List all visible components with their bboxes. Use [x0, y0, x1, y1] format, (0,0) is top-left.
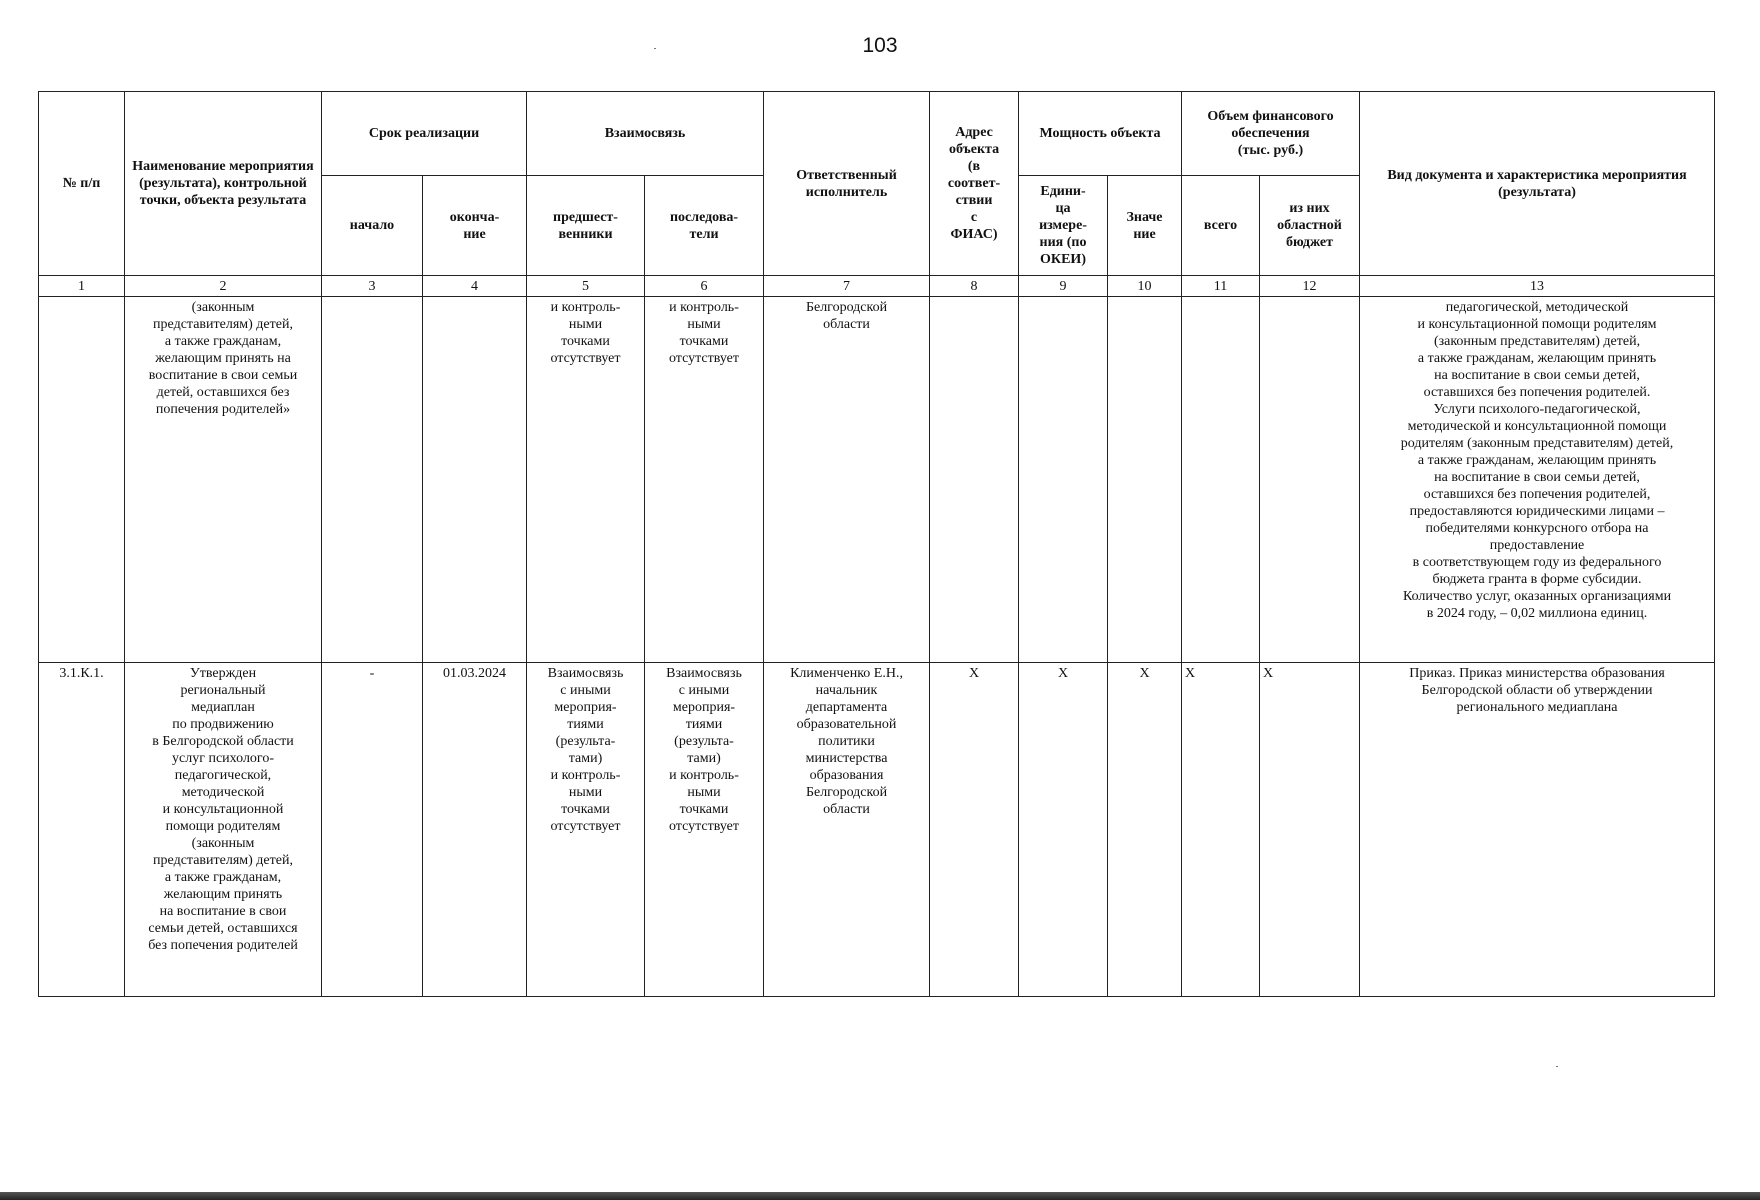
table-row [39, 663, 1715, 997]
cell-regional-budget: X [1260, 663, 1360, 997]
cell-responsible: Белгородской области [764, 297, 930, 663]
scan-speck [1556, 1066, 1558, 1067]
header-link-group: Взаимосвязь [527, 92, 764, 176]
header-start: начало [322, 176, 423, 276]
header-responsible: Ответственный исполнитель [764, 92, 930, 276]
header-value: Значе ние [1108, 176, 1182, 276]
cell-start [322, 297, 423, 663]
column-number: 12 [1260, 276, 1360, 297]
column-number: 2 [125, 276, 322, 297]
cell-predecessors: Взаимосвязь с иными мероприя- тиями (результа- тами) и контроль- ными точками отсутствует [527, 663, 645, 997]
header-end: оконча- ние [423, 176, 527, 276]
cell-unit: X [1019, 663, 1108, 997]
column-number: 5 [527, 276, 645, 297]
table-row [39, 297, 1715, 663]
column-number: 7 [764, 276, 930, 297]
table-header [39, 92, 1715, 297]
cell-predecessors: и контроль- ными точками отсутствует [527, 297, 645, 663]
column-number: 1 [39, 276, 125, 297]
cell-document: Приказ. Приказ министерства образования Белгородской области об утверждении регионального медиаплана [1360, 663, 1715, 997]
header-unit: Едини- ца измере- ния (по ОКЕИ) [1019, 176, 1108, 276]
scan-edge [0, 1192, 1760, 1200]
column-number: 9 [1019, 276, 1108, 297]
cell-successors: и контроль- ными точками отсутствует [645, 297, 764, 663]
cell-name: Утвержден региональный медиаплан по продвижению в Белгородской области услуг психолого- педагогической, методической и консультационной помощи родителям (законным представителям) детей, а также гражданам, желающим принять на воспитание в свои семьи детей, оставшихся без попечения родителей [125, 663, 322, 997]
measures-table [38, 91, 1715, 997]
cell-num [39, 297, 125, 663]
column-numbers-row [39, 276, 1715, 297]
cell-unit [1019, 297, 1108, 663]
column-number: 3 [322, 276, 423, 297]
cell-num: 3.1.К.1. [39, 663, 125, 997]
cell-end: 01.03.2024 [423, 663, 527, 997]
column-number: 10 [1108, 276, 1182, 297]
cell-end [423, 297, 527, 663]
header-address: Адрес объекта (в соответ- ствии с ФИАС) [930, 92, 1019, 276]
page-number: 103 [862, 34, 898, 57]
column-number: 11 [1182, 276, 1260, 297]
cell-document: педагогической, методической и консультационной помощи родителям (законным представителям) детей, а также гражданам, желающим принять на воспитание в свои семьи детей, оставшихся без попечения родителей. Услуги психолого-педагогической, методической и консультационной помощи родителям (законным представителям) детей, а также гражданам, желающим принять на воспитание в свои семьи детей, оставшихся без попечения родителей, предоставляются юридическими лицами – победителями конкурсного отбора на предоставление в соответствующем году из федерального бюджета гранта в форме субсидии. Количество услуг, оказанных организациями в 2024 году, – 0,02 миллиона единиц. [1360, 297, 1715, 663]
header-no: № п/п [39, 92, 125, 276]
column-number: 6 [645, 276, 764, 297]
header-predecessors: предшест- венники [527, 176, 645, 276]
cell-regional-budget [1260, 297, 1360, 663]
column-number: 13 [1360, 276, 1715, 297]
header-regional-budget: из них областной бюджет [1260, 176, 1360, 276]
cell-value: X [1108, 663, 1182, 997]
scan-speck [654, 48, 656, 49]
cell-total: X [1182, 663, 1260, 997]
column-number: 8 [930, 276, 1019, 297]
header-successors: последова- тели [645, 176, 764, 276]
cell-start: - [322, 663, 423, 997]
cell-total [1182, 297, 1260, 663]
cell-name: (законным представителям) детей, а также гражданам, желающим принять на воспитание в свои семьи детей, оставшихся без попечения родителей» [125, 297, 322, 663]
cell-address: X [930, 663, 1019, 997]
cell-successors: Взаимосвязь с иными мероприя- тиями (результа- тами) и контроль- ными точками отсутствует [645, 663, 764, 997]
cell-responsible: Клименченко Е.Н., начальник департамента образовательной политики министерства образования Белгородской области [764, 663, 930, 997]
header-total: всего [1182, 176, 1260, 276]
cell-address [930, 297, 1019, 663]
header-power-group: Мощность объекта [1019, 92, 1182, 176]
header-name: Наименование мероприятия (результата), контрольной точки, объекта результата [125, 92, 322, 276]
header-finance-group: Объем финансового обеспечения (тыс. руб.) [1182, 92, 1360, 176]
header-term-group: Срок реализации [322, 92, 527, 176]
column-number: 4 [423, 276, 527, 297]
cell-value [1108, 297, 1182, 663]
header-document: Вид документа и характеристика мероприятия (результата) [1360, 92, 1715, 276]
